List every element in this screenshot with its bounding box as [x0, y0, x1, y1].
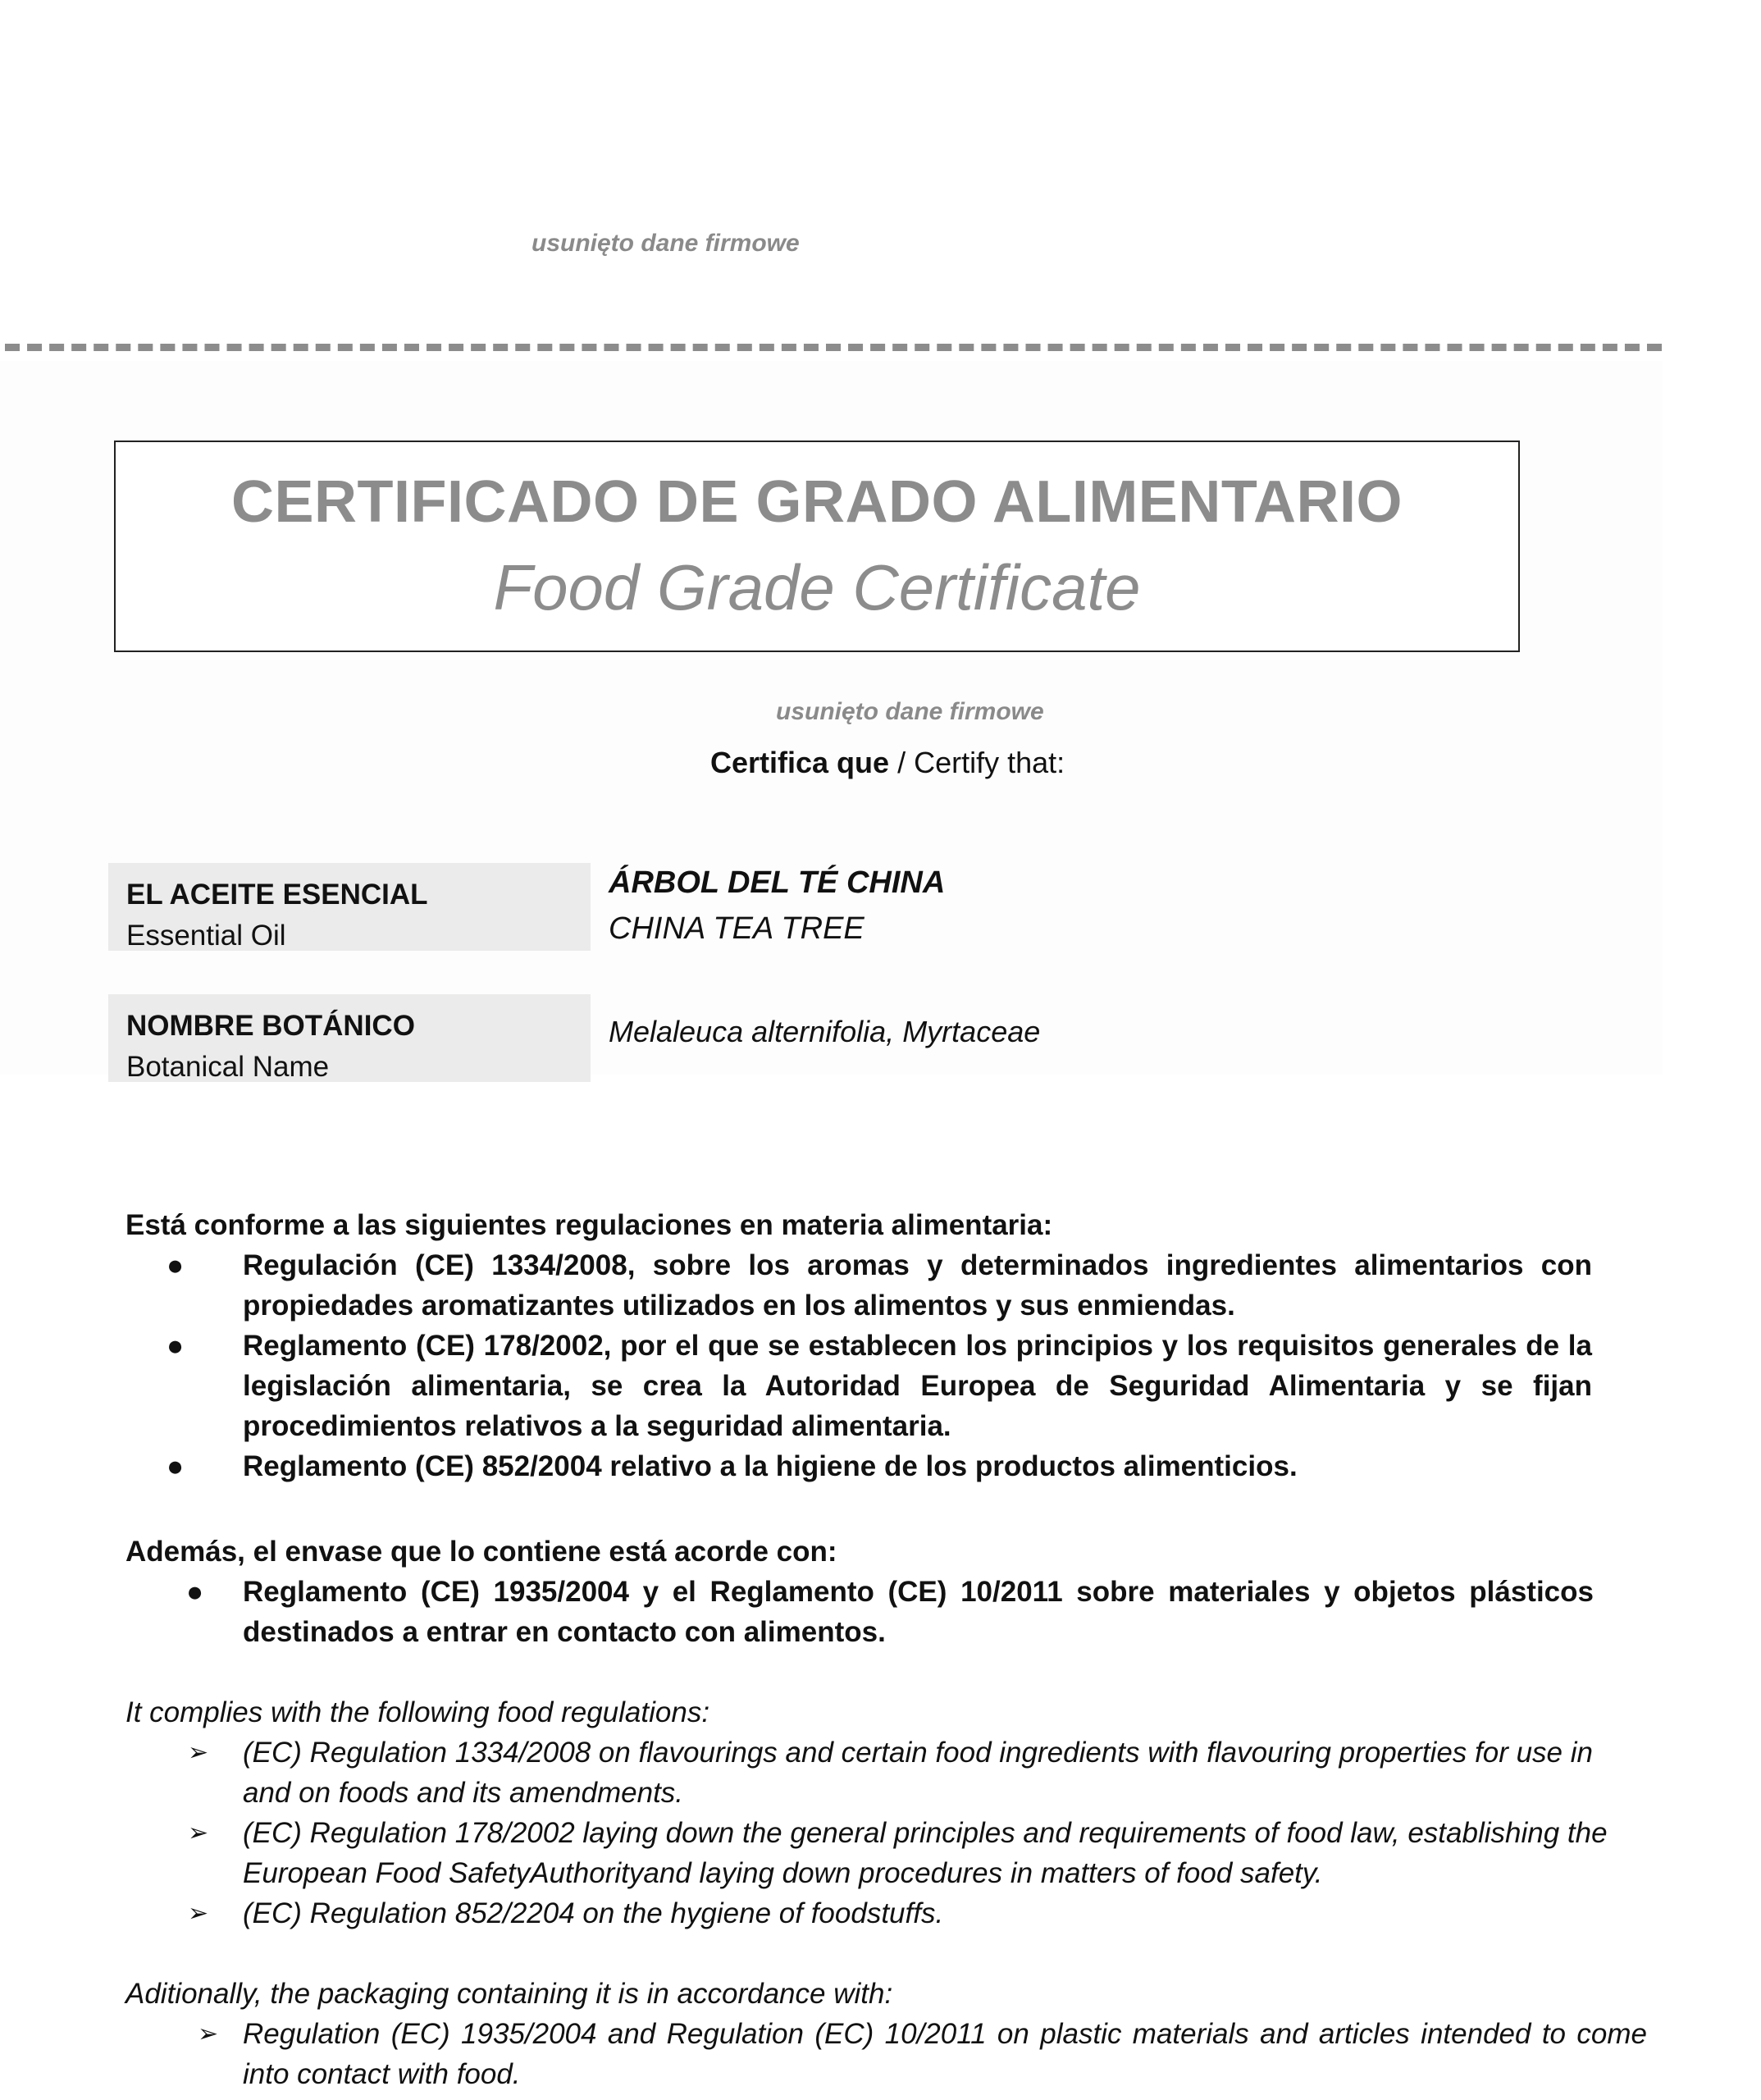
list-item: ● Reglamento (CE) 1935/2004 y el Reglamento (CE) 10/2011 sobre materiales y objetos plásticos destinados a entrar en contacto con alimentos. [125, 1572, 1594, 1652]
certify-es: Certifica que [710, 746, 890, 779]
arrow-marker: ➢ [188, 1900, 209, 1927]
redacted-company-data-top: usunięto dane firmowe [531, 230, 800, 257]
essential-oil-value-en: CHINA TEA TREE [609, 911, 865, 946]
packaging-en-heading: Aditionally, the packaging containing it is in accordance with: [125, 1978, 893, 2010]
essential-oil-label-es: EL ACEITE ESENCIAL [126, 879, 428, 911]
regulations-en-section [125, 1692, 1647, 1933]
packaging-en-list [125, 2014, 1647, 2094]
packaging-es-section [125, 1532, 1594, 1652]
list-item: ● Regulación (CE) 1334/2008, sobre los aromas y determinados ingredientes alimentarios con propiedades aromatizantes utilizados en los alimentos y sus enmiendas. [125, 1245, 1592, 1326]
botanical-name-value: Melaleuca alternifolia, Myrtaceae [609, 1015, 1041, 1048]
regulations-es-heading: Está conforme a las siguientes regulaciones en materia alimentaria: [125, 1209, 1053, 1241]
list-item: ➢ (EC) Regulation 1334/2008 on flavourings and certain food ingredients with flavouring properties for use in and on foods and its amendments. [125, 1732, 1647, 1813]
botanical-name-label-en: Botanical Name [126, 1051, 330, 1083]
regulations-en-heading: It complies with the following food regulations: [125, 1696, 710, 1728]
regulations-es-list [125, 1245, 1592, 1486]
title-spanish: CERTIFICADO DE GRADO ALIMENTARIO [231, 469, 1403, 535]
botanical-name-label-es: NOMBRE BOTÁNICO [126, 1010, 415, 1042]
title-box [114, 441, 1520, 652]
bullet-marker: ● [186, 1576, 204, 1608]
title-english: Food Grade Certificate [493, 551, 1141, 623]
bullet-marker: ● [167, 1249, 185, 1281]
arrow-marker: ➢ [188, 1819, 209, 1847]
list-item: ➢ (EC) Regulation 178/2002 laying down the general principles and requirements of food law, establishing the European Food SafetyAuthorityand laying down procedures in matters of food safety. [125, 1813, 1647, 1893]
bullet-marker: ● [167, 1330, 185, 1362]
list-item: ➢ Regulation (EC) 1935/2004 and Regulation (EC) 10/2011 on plastic materials and articles intended to come into contact with food. [125, 2014, 1647, 2094]
list-item: ➢ (EC) Regulation 852/2204 on the hygiene of foodstuffs. [125, 1893, 1647, 1933]
list-item: ● Reglamento (CE) 178/2002, por el que se establecen los principios y los requisitos generales de la legislación alimentaria, se crea la Autoridad Europea de Seguridad Alimentaria y se fijan procedimientos relativos a la seguridad alimentaria. [125, 1326, 1592, 1446]
certify-statement [710, 746, 1065, 780]
essential-oil-label-en: Essential Oil [126, 920, 286, 952]
certify-separator: / [889, 746, 915, 779]
essential-oil-value [609, 860, 945, 952]
botanical-name-label [108, 994, 591, 1082]
bullet-marker: ● [167, 1450, 185, 1482]
certify-en: Certify that: [914, 746, 1065, 779]
essential-oil-value-es: ÁRBOL DEL TÉ CHINA [609, 865, 946, 900]
list-item: ● Reglamento (CE) 852/2004 relativo a la higiene de los productos alimenticios. [125, 1446, 1592, 1486]
redacted-company-data-mid: usunięto dane firmowe [776, 698, 1044, 725]
essential-oil-label [108, 863, 591, 951]
arrow-marker: ➢ [188, 1739, 209, 1766]
packaging-es-heading: Además, el envase que lo contiene está acorde con: [125, 1536, 837, 1568]
dashed-separator [5, 344, 1662, 351]
regulations-en-list [125, 1732, 1647, 1933]
packaging-en-section [125, 1974, 1647, 2094]
packaging-es-list [125, 1572, 1594, 1652]
arrow-marker: ➢ [198, 2020, 219, 2048]
regulations-es-section [125, 1205, 1592, 1486]
